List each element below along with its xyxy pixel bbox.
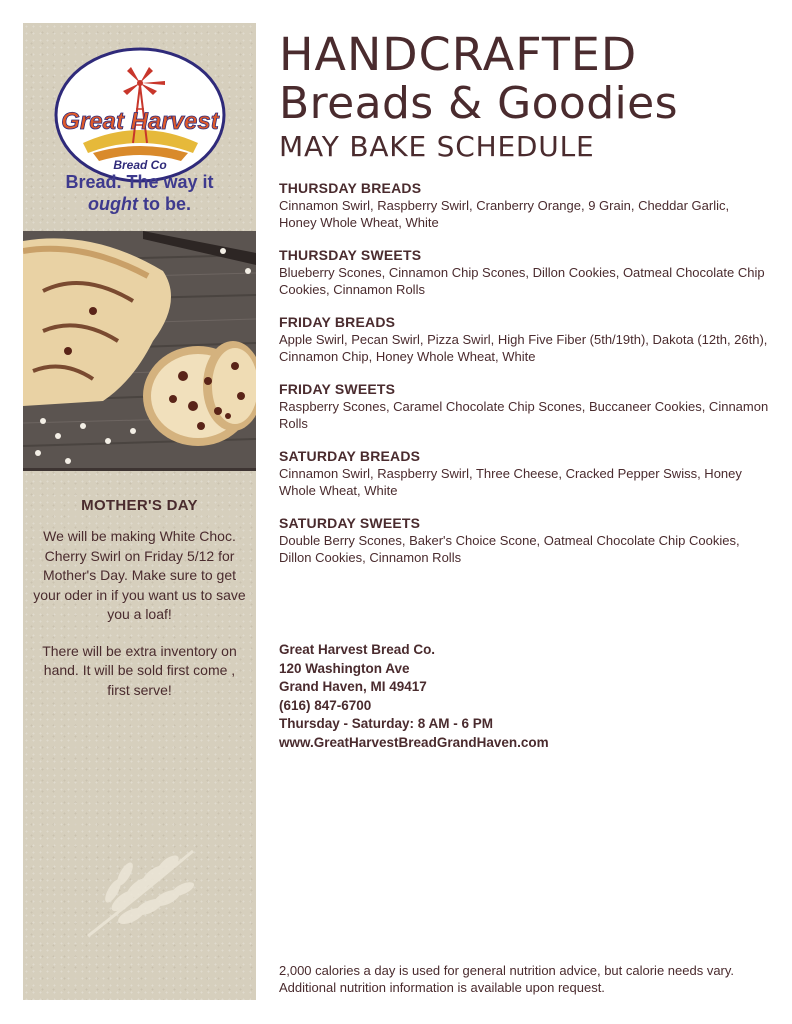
sidebar — [23, 23, 256, 1000]
street-address: 120 Washington Ave — [279, 660, 410, 676]
contact-block — [279, 641, 549, 752]
mothers-day-paragraph: There will be extra inventory on hand. It will be sold first come , first serve! — [42, 642, 237, 698]
section-title: THURSDAY BREADS — [279, 180, 422, 196]
section-title: THURSDAY SWEETS — [279, 247, 422, 263]
section-title: FRIDAY SWEETS — [279, 381, 396, 397]
section-title: FRIDAY BREADS — [279, 314, 396, 330]
tagline — [23, 171, 256, 215]
mothers-day-text — [33, 527, 246, 717]
logo-subtitle: Bread Co — [113, 158, 167, 172]
bread-photo — [23, 231, 256, 469]
wheat-icon — [83, 841, 203, 941]
tagline-line2 — [23, 193, 256, 215]
schedule-section — [279, 448, 779, 499]
photo-divider — [23, 468, 256, 471]
website-link[interactable]: www.GreatHarvestBreadGrandHaven.com — [279, 734, 549, 750]
section-title: SATURDAY BREADS — [279, 448, 421, 464]
phone-number: (616) 847-6700 — [279, 697, 372, 713]
city-address: Grand Haven, MI 49417 — [279, 679, 427, 694]
nutrition-footnote: 2,000 calories a day is used for general nutrition advice, but calorie needs vary. Additional nutrition information is available upon request. — [279, 963, 735, 995]
section-body: Cinnamon Swirl, Raspberry Swirl, Cranberry Orange, 9 Grain, Cheddar Garlic, Honey Whole Wheat, White — [279, 198, 730, 230]
business-name: Great Harvest Bread Co. — [279, 642, 436, 657]
mothers-day-paragraph: We will be making White Choc. Cherry Swirl on Friday 5/12 for Mother's Day. Make sure to get your oder in if you want us to save you a loaf! — [33, 528, 246, 622]
page-title: HANDCRAFTED — [279, 28, 638, 81]
schedule-section — [279, 314, 779, 365]
tagline-rest: to be. — [137, 194, 191, 214]
section-body: Apple Swirl, Pecan Swirl, Pizza Swirl, High Five Fiber (5th/19th), Dakota (12th, 26th), Cinnamon Chip, Honey Whole Wheat, White — [279, 332, 768, 364]
section-body: Blueberry Scones, Cinnamon Chip Scones, Dillon Cookies, Oatmeal Chocolate Chip Cookies, Cinnamon Rolls — [279, 265, 765, 297]
great-harvest-logo — [53, 45, 228, 185]
section-body: Raspberry Scones, Caramel Chocolate Chip Scones, Buccaneer Cookies, Cinnamon Rolls — [279, 399, 769, 431]
main-content — [279, 30, 779, 566]
schedule-heading: MAY BAKE SCHEDULE — [279, 130, 595, 163]
schedule-section — [279, 247, 779, 298]
section-title: SATURDAY SWEETS — [279, 515, 421, 531]
schedule-section — [279, 180, 779, 231]
page-subtitle: Breads & Goodies — [279, 78, 678, 129]
section-body: Cinnamon Swirl, Raspberry Swirl, Three Cheese, Cracked Pepper Swiss, Honey Whole Wheat, White — [279, 466, 742, 498]
schedule-section — [279, 515, 779, 566]
tagline-emphasis: ought — [88, 194, 138, 214]
store-hours: Thursday - Saturday: 8 AM - 6 PM — [279, 716, 494, 731]
tagline-line1: Bread. The way it — [65, 172, 214, 192]
logo-wordmark: Great Harvest — [61, 108, 219, 135]
section-body: Double Berry Scones, Baker's Choice Scone, Oatmeal Chocolate Chip Cookies, Dillon Cookies, Cinnamon Rolls — [279, 533, 740, 565]
mothers-day-title: MOTHER'S DAY — [81, 497, 198, 514]
schedule-section — [279, 381, 779, 432]
